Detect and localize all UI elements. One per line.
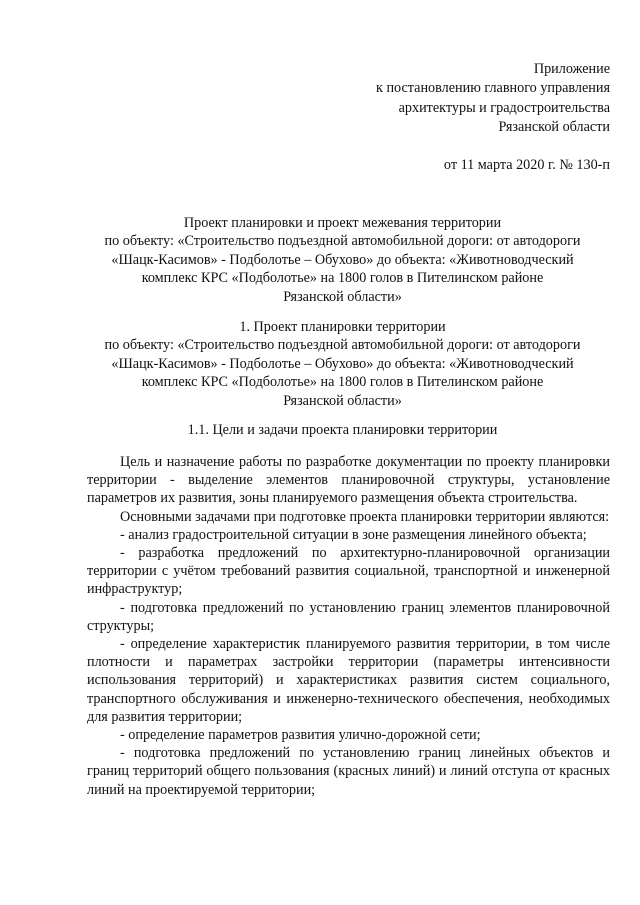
- annex-date: от 11 марта 2020 г. № 130-п: [443, 157, 610, 174]
- section-heading: [60, 318, 625, 410]
- title-line: «Шацк-Касимов» - Подболотье – Обухово» до объекта: «Животноводческий: [111, 251, 574, 268]
- title-line: Рязанской области»: [283, 288, 402, 305]
- body-text: [87, 453, 610, 799]
- list-item: - анализ градостроительной ситуации в зоне размещения линейного объекта;: [120, 526, 587, 543]
- annex-line: Рязанской области: [498, 118, 610, 135]
- annex-block: [376, 60, 610, 175]
- section-line: комплекс КРС «Подболотье» на 1800 голов в Пителинском районе: [141, 374, 544, 391]
- section-title: 1. Проект планировки территории: [239, 319, 446, 335]
- paragraph: Цель и назначение работы по разработке документации по проекту планировки территории - выделение элементов планировочной структуры, установление параметров их развития, зоны планируемого размещения объекта строительства.: [87, 454, 610, 507]
- title-line: комплекс КРС «Подболотье» на 1800 голов в Пителинском районе: [141, 270, 544, 287]
- subsection-heading: [60, 421, 625, 439]
- annex-line: архитектуры и градостроительства: [398, 99, 610, 116]
- list-item: - определение характеристик планируемого развития территории, в том числе плотности и параметрах застройки территории (параметры интенсивности использования территорий) и характеристиках развития систем социального, транспортного обслуживания и инженерно-технического обеспечения, необходимых для развития территории;: [87, 636, 610, 725]
- subsection-title: 1.1. Цели и задачи проекта планировки территории: [187, 422, 498, 438]
- title-line: Проект планировки и проект межевания территории: [183, 215, 502, 231]
- title-line: по объекту: «Строительство подъездной автомобильной дороги: от автодороги: [104, 233, 581, 250]
- document-title: [60, 214, 625, 306]
- section-line: «Шацк-Касимов» - Подболотье – Обухово» до объекта: «Животноводческий: [111, 355, 574, 372]
- annex-line: к постановлению главного управления: [376, 80, 610, 97]
- section-line: Рязанской области»: [283, 392, 402, 409]
- list-item: - подготовка предложений по установлению границ линейных объектов и границ территорий общего пользования (красных линий) и линий отступа от красных линий на проектируемой территории;: [87, 745, 610, 798]
- list-item: - подготовка предложений по установлению границ элементов планировочной структуры;: [87, 599, 610, 634]
- list-item: - определение параметров развития улично-дорожной сети;: [120, 727, 481, 744]
- list-item: - разработка предложений по архитектурно-планировочной организации территории с учётом требований развития социальной, транспортной и инженерной инфраструктур;: [87, 545, 610, 598]
- section-line: по объекту: «Строительство подъездной автомобильной дороги: от автодороги: [104, 337, 581, 354]
- paragraph: Основными задачами при подготовке проекта планировки территории являются:: [120, 508, 610, 525]
- annex-title: Приложение: [533, 61, 610, 77]
